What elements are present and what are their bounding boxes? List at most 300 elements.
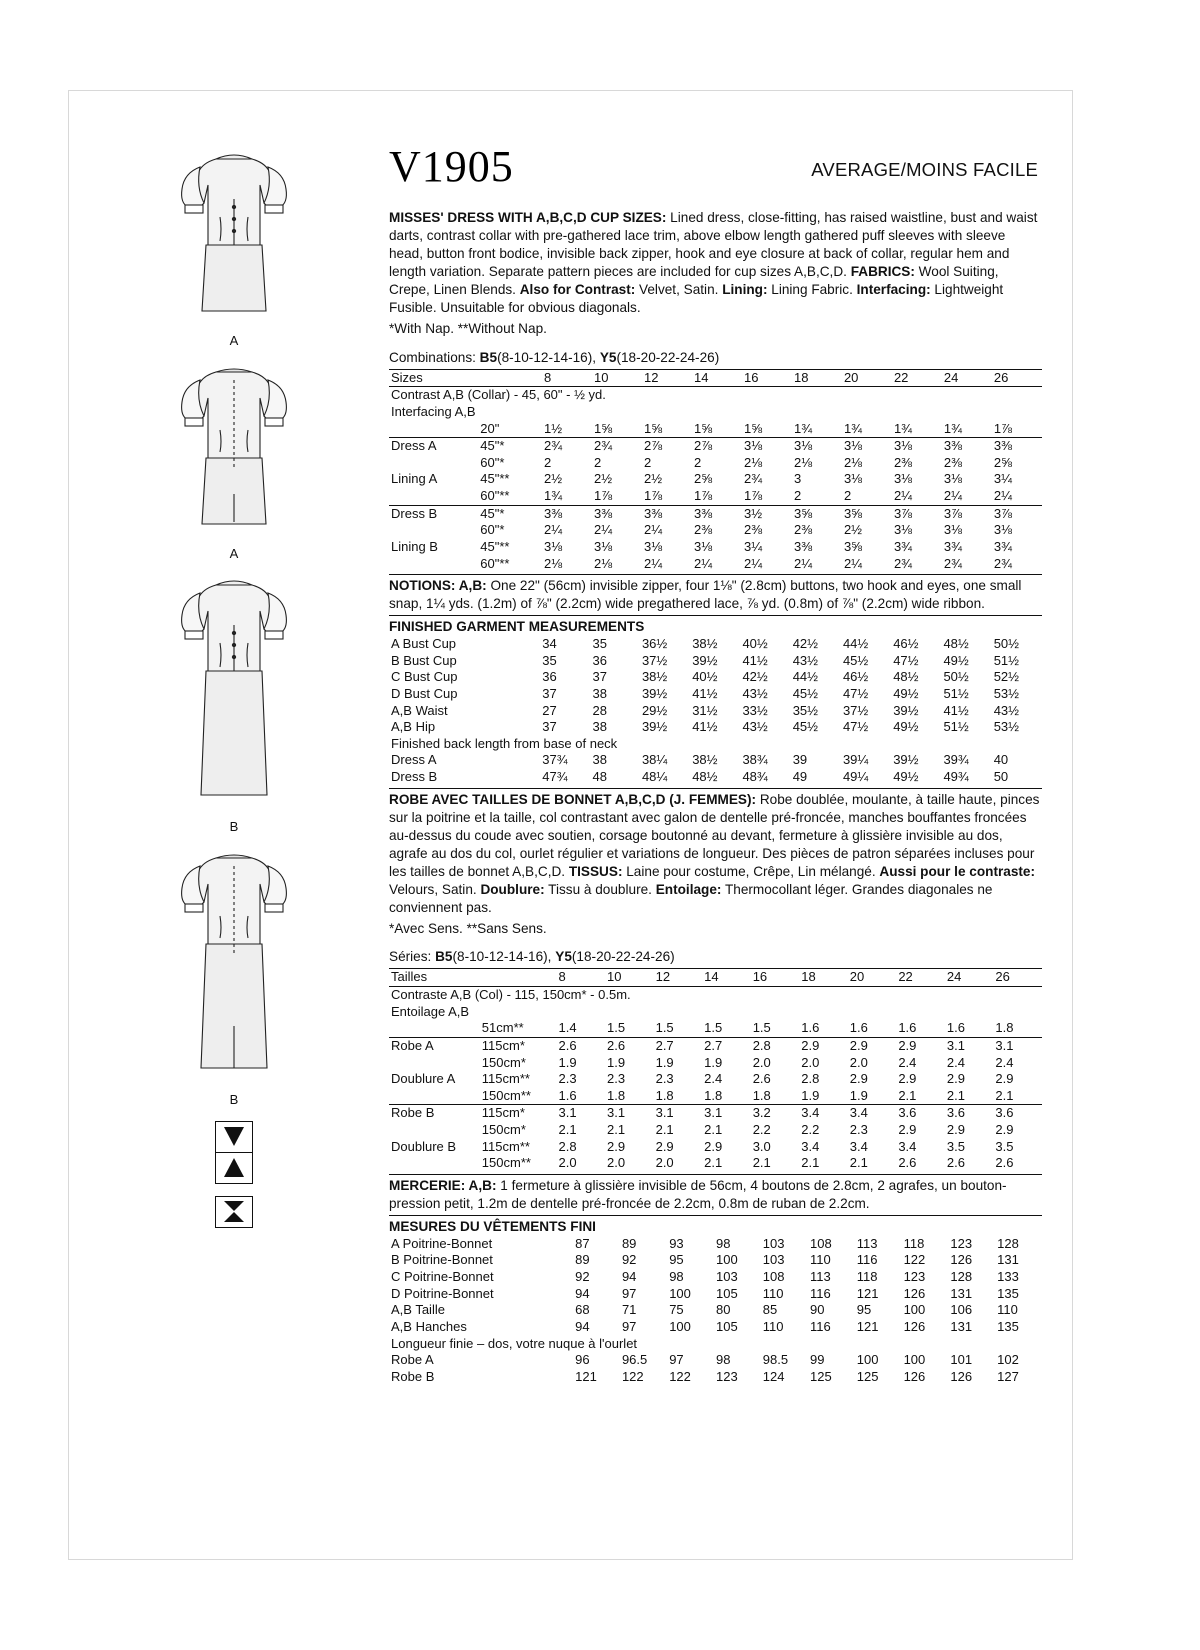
cell: 48½ bbox=[893, 669, 919, 685]
cell: 80 bbox=[715, 1302, 731, 1318]
cell: 96.5 bbox=[621, 1352, 648, 1368]
table-row bbox=[389, 471, 1042, 488]
cell: 1½ bbox=[544, 420, 563, 436]
size-col-10-fr: 10 bbox=[605, 969, 654, 987]
cell: 116 bbox=[856, 1252, 878, 1268]
cell: 122 bbox=[621, 1368, 644, 1384]
cell: 43½ bbox=[993, 702, 1019, 718]
table-row bbox=[389, 455, 1042, 472]
table-row bbox=[389, 1139, 1042, 1156]
notions-text-en: One 22" (56cm) invisible zipper, four 1⅛" (2.8cm) buttons, two hook and eyes, one small snap, 1¼ yds. (1.2m) of ⅞" (2.2cm) wide pregathered lace, ⅞ yd. (0.8m) of ⅞" (2.2cm) wide ribbon. bbox=[389, 578, 1022, 612]
table-row bbox=[389, 1088, 1042, 1105]
cell: 115cm** bbox=[481, 1138, 530, 1154]
cell: 125 bbox=[856, 1368, 879, 1384]
interfacing-label-en: Interfacing: bbox=[856, 282, 931, 298]
cell: 2.1 bbox=[752, 1155, 771, 1171]
cell: 122 bbox=[903, 1252, 926, 1268]
size-col-8: 8 bbox=[542, 369, 592, 387]
cell: 2⅛ bbox=[594, 555, 613, 571]
finished-measurements-table-en bbox=[389, 636, 1042, 786]
cell: 1.5 bbox=[607, 1020, 626, 1036]
cell: 2.9 bbox=[995, 1071, 1014, 1087]
cell: 2.4 bbox=[898, 1054, 917, 1070]
table-row bbox=[389, 1020, 1042, 1037]
cell: 43½ bbox=[742, 719, 768, 735]
cell: 31½ bbox=[692, 702, 718, 718]
cell: 44½ bbox=[792, 669, 818, 685]
cell: 41½ bbox=[742, 652, 768, 668]
cell: 47½ bbox=[842, 685, 869, 701]
view-b-back-caption: B bbox=[229, 1092, 239, 1107]
cell: 150cm* bbox=[481, 1122, 526, 1138]
cell: 33½ bbox=[742, 702, 768, 718]
cell: 35½ bbox=[792, 702, 818, 718]
cell: 3¾ bbox=[893, 538, 913, 554]
cell: 90 bbox=[810, 1302, 825, 1318]
cell: 89 bbox=[575, 1252, 590, 1268]
cell: 2.4 bbox=[946, 1054, 965, 1070]
cell: 2⅝ bbox=[993, 454, 1012, 470]
nap-down-triangle-icon bbox=[216, 1122, 252, 1153]
size-col-20: 20 bbox=[842, 369, 892, 387]
fabrics-label-fr: TISSUS: bbox=[568, 864, 623, 880]
cell: 2.0 bbox=[655, 1155, 674, 1171]
cell: 2.9 bbox=[799, 1037, 848, 1054]
table-row bbox=[389, 636, 1042, 653]
cell: 123 bbox=[715, 1368, 738, 1384]
table-row bbox=[389, 1037, 1042, 1054]
cell: 2⅛ bbox=[544, 555, 563, 571]
row-label-dress-a: Dress A bbox=[389, 438, 478, 455]
cell: 2¾ bbox=[743, 471, 763, 487]
cell: 3⅝ bbox=[842, 505, 892, 522]
cell: 48½ bbox=[692, 769, 718, 785]
cell: 2 bbox=[843, 488, 852, 503]
cell: 1.9 bbox=[704, 1054, 723, 1070]
cell: 1.8 bbox=[995, 1020, 1014, 1036]
table-row bbox=[389, 1319, 1042, 1336]
nap-up-triangle-icon bbox=[216, 1153, 252, 1183]
yardage-table-fr bbox=[389, 968, 1042, 1172]
cell: 1⅝ bbox=[594, 420, 613, 436]
cell: 38 bbox=[592, 719, 607, 735]
cell: 128 bbox=[950, 1269, 973, 1285]
table-header-row bbox=[389, 969, 1042, 987]
cell: 2 bbox=[793, 488, 802, 503]
cell: 1⅝ bbox=[694, 420, 713, 436]
cell: 36 bbox=[542, 669, 557, 685]
cell: 100 bbox=[903, 1302, 926, 1318]
cell: 45"* bbox=[478, 505, 542, 522]
row-label-doublure-a: Doublure A bbox=[391, 1071, 456, 1087]
nap-symbols bbox=[99, 1121, 369, 1228]
table-row bbox=[389, 1155, 1042, 1172]
cell: 2.1 bbox=[995, 1087, 1014, 1103]
cell: 2.1 bbox=[655, 1122, 674, 1138]
cell: 3¼ bbox=[993, 471, 1012, 487]
cell: 3.5 bbox=[995, 1138, 1014, 1154]
fabrics-label-en: FABRICS: bbox=[850, 264, 915, 280]
cell: 43½ bbox=[742, 685, 768, 701]
cell: 51½ bbox=[943, 719, 969, 735]
cell: 115cm* bbox=[480, 1037, 557, 1054]
cell: 94 bbox=[575, 1318, 590, 1334]
cell: 53½ bbox=[993, 719, 1019, 735]
fabrics-fr: Laine pour costume, Crêpe, Lin mélangé. bbox=[622, 864, 880, 880]
cell: 3⅛ bbox=[694, 538, 713, 554]
cell: 45½ bbox=[842, 652, 869, 668]
cell: 2¼ bbox=[993, 488, 1012, 503]
cell: 37 bbox=[542, 685, 557, 701]
cell: 2.0 bbox=[558, 1155, 577, 1171]
cell: 100 bbox=[669, 1285, 691, 1301]
cell: 2.3 bbox=[558, 1071, 577, 1087]
table-row bbox=[389, 1236, 1042, 1253]
cell: 2.9 bbox=[849, 1071, 868, 1087]
cell: 3.1 bbox=[702, 1105, 751, 1122]
cell: 2¼ bbox=[544, 522, 563, 538]
cell: 150cm** bbox=[481, 1155, 531, 1171]
cell: 2.1 bbox=[704, 1122, 723, 1138]
cell: 2¼ bbox=[644, 555, 663, 571]
notions-label-fr: MERCERIE: A,B: bbox=[389, 1177, 497, 1193]
cell: 108 bbox=[810, 1235, 832, 1251]
row-label-lining-a: Lining A bbox=[391, 471, 438, 487]
cell: 95 bbox=[669, 1252, 684, 1268]
cell: 105 bbox=[715, 1318, 738, 1334]
row-label-robe-a: Robe A bbox=[389, 1037, 480, 1054]
interfacing-label-fr: Entoilage: bbox=[655, 882, 722, 898]
yardage-table-en bbox=[389, 369, 1042, 573]
cell: 2.4 bbox=[995, 1054, 1014, 1070]
cell: 38¾ bbox=[742, 752, 768, 768]
cell: 115cm** bbox=[481, 1071, 530, 1087]
cell: 2⅜ bbox=[743, 522, 763, 538]
cell: 2.1 bbox=[558, 1122, 577, 1138]
cell: 1⅞ bbox=[993, 420, 1012, 436]
difficulty-label: AVERAGE/MOINS FACILE bbox=[811, 159, 1038, 180]
view-a-back-figure bbox=[99, 354, 369, 561]
cell: 110 bbox=[762, 1318, 784, 1334]
cell: 2½ bbox=[594, 471, 613, 487]
row-label-a-bust: A Bust Cup bbox=[391, 636, 457, 652]
cell: 106 bbox=[950, 1302, 973, 1318]
cell: 1¾ bbox=[544, 488, 563, 503]
description-english bbox=[389, 209, 1042, 317]
cell: 121 bbox=[856, 1318, 879, 1334]
cell: 87 bbox=[575, 1235, 590, 1251]
cell: 135 bbox=[997, 1318, 1019, 1334]
table-row bbox=[389, 686, 1042, 703]
cell: 2¼ bbox=[694, 555, 713, 571]
table-row bbox=[389, 387, 1042, 404]
cell: 133 bbox=[997, 1269, 1019, 1285]
cell: 2.1 bbox=[704, 1155, 723, 1171]
cell: 1.5 bbox=[655, 1020, 674, 1036]
size-col-14: 14 bbox=[692, 369, 742, 387]
contrast-label-en: Also for Contrast: bbox=[519, 282, 636, 298]
row-label-c-poitrine: C Poitrine-Bonnet bbox=[391, 1269, 494, 1285]
cell: 2¼ bbox=[793, 555, 813, 571]
contrast-line-en: Contrast A,B (Collar) - 45, 60" - ½ yd. bbox=[389, 387, 1042, 404]
size-col-18-fr: 18 bbox=[799, 969, 848, 987]
cell: 92 bbox=[575, 1269, 590, 1285]
cell: 41½ bbox=[692, 719, 718, 735]
size-col-16: 16 bbox=[742, 369, 792, 387]
finished-measurements-title-fr: MESURES DU VÊTEMENTS FINI bbox=[389, 1215, 1042, 1236]
cell: 100 bbox=[903, 1352, 926, 1368]
size-col-18: 18 bbox=[792, 369, 842, 387]
row-label-lining-b: Lining B bbox=[391, 538, 438, 554]
cell: 127 bbox=[997, 1368, 1019, 1384]
cell: 48¾ bbox=[742, 769, 768, 785]
cell: 37 bbox=[592, 669, 607, 685]
size-col-26: 26 bbox=[992, 369, 1042, 387]
cell: 98 bbox=[669, 1269, 684, 1285]
cell: 113 bbox=[856, 1235, 878, 1251]
cell: 42½ bbox=[742, 669, 768, 685]
pattern-envelope-back bbox=[68, 90, 1073, 1560]
specification-column bbox=[389, 209, 1042, 1539]
cell: 38 bbox=[592, 685, 607, 701]
size-col-26-fr: 26 bbox=[993, 969, 1042, 987]
table-row bbox=[389, 404, 1042, 421]
cell: 1¾ bbox=[893, 420, 913, 436]
description-body-en: Lined dress, close-fitting, has raised waistline, bust and waist darts, contrast collar with pre-gathered lace trim, above elbow length gathered puff sleeves with sleeve head, button front bodice, invisible back zipper, hook and eye closure at back of collar, regular hem and length variation. Separate pattern pieces are included for cup sizes A,B,C,D. bbox=[389, 210, 1038, 280]
contrast-label-fr: Aussi pour le contraste: bbox=[879, 864, 1035, 880]
cell: 126 bbox=[903, 1318, 926, 1334]
cell: 2.9 bbox=[946, 1122, 965, 1138]
cell: 2.9 bbox=[898, 1071, 917, 1087]
cell: 3½ bbox=[742, 505, 792, 522]
combinations-en bbox=[389, 349, 1042, 367]
header bbox=[389, 141, 1042, 201]
cell: 110 bbox=[762, 1285, 784, 1301]
table-header-row bbox=[389, 369, 1042, 387]
table-row bbox=[389, 539, 1042, 556]
cell: 38 bbox=[592, 752, 607, 768]
cell: 39½ bbox=[692, 652, 718, 668]
cell: 3⅞ bbox=[992, 505, 1042, 522]
cell: 98 bbox=[715, 1352, 731, 1368]
cell: 96 bbox=[575, 1352, 590, 1368]
size-col-22: 22 bbox=[892, 369, 942, 387]
cell: 2⅞ bbox=[692, 438, 742, 455]
size-col-24-fr: 24 bbox=[945, 969, 994, 987]
combination-y5-sizes-fr: (18-20-22-24-26) bbox=[571, 949, 675, 965]
row-label-dress-b-length: Dress B bbox=[391, 769, 438, 785]
cell: 100 bbox=[669, 1318, 691, 1334]
cell: 1.8 bbox=[607, 1087, 626, 1103]
cell: 92 bbox=[621, 1252, 637, 1268]
cell: 53½ bbox=[993, 685, 1019, 701]
cell: 50½ bbox=[993, 636, 1019, 652]
cell: 1.6 bbox=[849, 1020, 868, 1036]
cell: 103 bbox=[762, 1252, 785, 1268]
cell: 110 bbox=[997, 1302, 1018, 1318]
cell: 131 bbox=[950, 1285, 973, 1301]
cell: 3⅜ bbox=[642, 505, 692, 522]
cell: 2⅜ bbox=[943, 454, 962, 470]
combinations-prefix-fr: Séries: bbox=[389, 949, 436, 965]
table-row bbox=[389, 736, 1042, 753]
cell: 3⅜ bbox=[692, 505, 742, 522]
cell: 115cm* bbox=[480, 1105, 557, 1122]
cell: 49½ bbox=[893, 769, 919, 785]
cell: 2.3 bbox=[607, 1071, 626, 1087]
cell: 2⅛ bbox=[793, 454, 813, 470]
combinations-fr bbox=[389, 948, 1042, 966]
table-row bbox=[389, 752, 1042, 769]
cell: 94 bbox=[621, 1269, 637, 1285]
cell: 3⅞ bbox=[942, 505, 992, 522]
cell: 37½ bbox=[842, 702, 869, 718]
cell: 2.7 bbox=[702, 1037, 751, 1054]
cell: 1.9 bbox=[607, 1054, 626, 1070]
cell: 125 bbox=[810, 1368, 832, 1384]
cell: 28 bbox=[592, 702, 607, 718]
cell: 51cm** bbox=[481, 1020, 524, 1036]
cell: 3.4 bbox=[799, 1105, 848, 1122]
cell: 2 bbox=[594, 454, 602, 470]
view-b-back-figure bbox=[99, 840, 369, 1107]
cell: 93 bbox=[669, 1235, 684, 1251]
cell: 37½ bbox=[641, 652, 668, 668]
cell: 97 bbox=[621, 1318, 637, 1334]
cell: 2¼ bbox=[843, 555, 863, 571]
row-label-robe-b: Robe B bbox=[389, 1105, 480, 1122]
view-a-front-figure bbox=[99, 141, 369, 348]
cell: 3¼ bbox=[743, 538, 763, 554]
sizes-header: Sizes bbox=[389, 369, 478, 387]
cell: 2⅛ bbox=[743, 454, 763, 470]
contrast-fr: Velours, Satin. bbox=[389, 882, 481, 898]
combination-y5-label-fr: Y5 bbox=[555, 949, 572, 965]
cell: 94 bbox=[575, 1285, 590, 1301]
cell: 121 bbox=[575, 1368, 597, 1384]
cell: 2.8 bbox=[751, 1037, 800, 1054]
cell: 39½ bbox=[893, 702, 919, 718]
cell: 3⅛ bbox=[943, 471, 962, 487]
cell: 3⅛ bbox=[843, 471, 863, 487]
cell: 95 bbox=[856, 1302, 872, 1318]
row-label-doublure-b: Doublure B bbox=[391, 1138, 457, 1154]
cell: 126 bbox=[903, 1368, 926, 1384]
width-20in: 20" bbox=[480, 420, 500, 436]
cell: 118 bbox=[856, 1269, 878, 1285]
cell: 45"** bbox=[480, 471, 510, 487]
size-col-10: 10 bbox=[592, 369, 642, 387]
cell: 2¾ bbox=[943, 555, 962, 571]
dress-view-b-back-icon bbox=[154, 840, 314, 1090]
page-title: V1905 bbox=[389, 142, 514, 191]
cell: 47½ bbox=[842, 719, 869, 735]
cell: 39¼ bbox=[842, 752, 869, 768]
cell: 1.6 bbox=[946, 1020, 965, 1036]
back-length-title-fr: Longueur finie – dos, votre nuque à l'ourlet bbox=[391, 1335, 638, 1351]
cell: 60"* bbox=[480, 454, 505, 470]
row-label-waist: A,B Waist bbox=[391, 702, 448, 718]
combination-y5-label-en: Y5 bbox=[599, 349, 617, 365]
cell: 52½ bbox=[993, 669, 1019, 685]
cell: 38¼ bbox=[641, 752, 668, 768]
combination-b5-sizes-fr: (8-10-12-14-16), bbox=[452, 949, 556, 965]
cell: 102 bbox=[997, 1352, 1019, 1368]
lining-fr: Tissu à doublure. bbox=[544, 882, 656, 898]
cell: 46½ bbox=[893, 636, 919, 652]
cell: 1.9 bbox=[849, 1087, 868, 1103]
table-row bbox=[389, 1004, 1042, 1021]
cell: 43½ bbox=[792, 652, 818, 668]
combination-b5-label-en: B5 bbox=[479, 349, 498, 365]
cell: 2¾ bbox=[542, 438, 592, 455]
cell: 2 bbox=[644, 454, 652, 470]
cell: 41½ bbox=[943, 702, 969, 718]
size-col-22-fr: 22 bbox=[896, 969, 945, 987]
dress-view-a-front-icon bbox=[154, 141, 314, 331]
cell: 60"** bbox=[480, 488, 510, 503]
table-row bbox=[389, 438, 1042, 455]
cell: 126 bbox=[950, 1368, 973, 1384]
nap-note-fr: *Avec Sens. **Sans Sens. bbox=[389, 921, 547, 937]
cell: 2.9 bbox=[995, 1122, 1014, 1138]
cell: 2.1 bbox=[849, 1155, 868, 1171]
table-row bbox=[389, 1336, 1042, 1353]
cell: 3⅛ bbox=[893, 471, 913, 487]
combination-y5-sizes-en: (18-20-22-24-26) bbox=[616, 349, 720, 365]
cell: 1.8 bbox=[752, 1087, 771, 1103]
description-title-fr: ROBE AVEC TAILLES DE BONNET A,B,C,D (J. FEMMES): bbox=[389, 791, 757, 807]
view-b-front-caption: B bbox=[229, 819, 239, 834]
cell: 2⅛ bbox=[843, 454, 863, 470]
cell: 71 bbox=[621, 1302, 637, 1318]
interfacing-fr: Thermocollant léger. Grandes diagonales ne conviennent pas. bbox=[389, 882, 993, 916]
cell: 38½ bbox=[692, 636, 718, 652]
cell: 150cm* bbox=[481, 1054, 526, 1070]
cell: 1.8 bbox=[704, 1087, 723, 1103]
cell: 42½ bbox=[792, 636, 818, 652]
cell: 3⅛ bbox=[893, 522, 913, 538]
cell: 38½ bbox=[692, 752, 718, 768]
cell: 51½ bbox=[993, 652, 1019, 668]
table-row bbox=[389, 1369, 1042, 1386]
cell: 3.1 bbox=[945, 1037, 994, 1054]
cell: 123 bbox=[903, 1269, 926, 1285]
cell: 2¾ bbox=[592, 438, 642, 455]
cell: 68 bbox=[575, 1302, 590, 1318]
sizes-header-fr: Tailles bbox=[389, 969, 480, 987]
table-row bbox=[389, 556, 1042, 573]
table-row bbox=[389, 719, 1042, 736]
row-label-taille: A,B Taille bbox=[391, 1302, 445, 1318]
cell: 2.4 bbox=[704, 1071, 723, 1087]
cell: 2.9 bbox=[655, 1138, 674, 1154]
cell: 3.1 bbox=[557, 1105, 606, 1122]
cell: 103 bbox=[715, 1269, 738, 1285]
cell: 3.4 bbox=[898, 1138, 917, 1154]
cell: 2.2 bbox=[801, 1122, 820, 1138]
cell: 1.6 bbox=[898, 1020, 917, 1036]
cell: 98 bbox=[715, 1235, 731, 1251]
size-col-12: 12 bbox=[642, 369, 692, 387]
cell: 2.7 bbox=[654, 1037, 703, 1054]
row-label-dress-a-length: Dress A bbox=[391, 752, 437, 768]
cell: 110 bbox=[810, 1252, 831, 1268]
cell: 124 bbox=[762, 1368, 785, 1384]
cell: 3⅛ bbox=[742, 438, 792, 455]
cell: 34 bbox=[542, 636, 557, 652]
cell: 2.3 bbox=[849, 1122, 868, 1138]
